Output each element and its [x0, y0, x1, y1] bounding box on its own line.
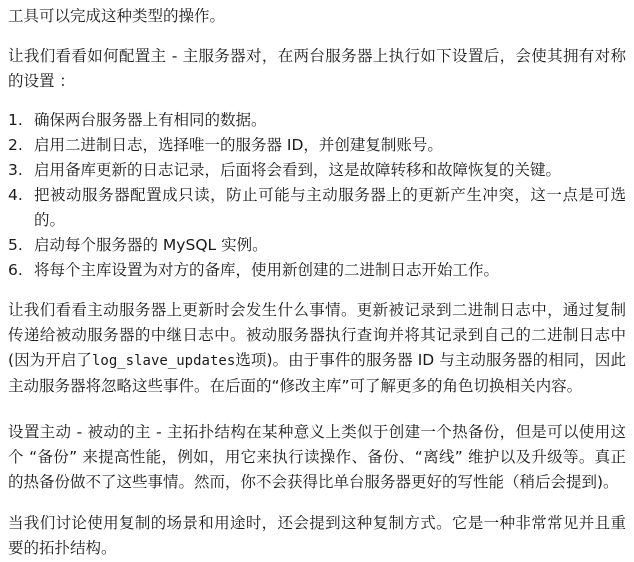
step-text: 启用二进制日志，选择唯一的服务器 ID，并创建复制账号。 — [34, 136, 443, 154]
setup-steps-list — [8, 108, 626, 283]
step-number: 2. — [8, 136, 23, 154]
topology-paragraph: 当我们讨论使用复制的场景和用途时，还会提到这种复制方式。它是一种非常常见并且重要的拓扑结构。 — [8, 514, 626, 557]
step-text: 确保两台服务器上有相同的数据。 — [34, 111, 267, 129]
step-number: 3. — [8, 161, 23, 179]
updates-paragraph — [8, 298, 626, 399]
code-log-slave-updates: log_slave_updates — [91, 353, 236, 369]
step-number: 4. — [8, 186, 23, 204]
step-text: 把被动服务器配置成只读，防止可能与主动服务器上的更新产生冲突，这一点是可选的。 — [34, 186, 626, 229]
list-item — [8, 258, 626, 283]
list-item — [8, 108, 626, 133]
step-number: 5. — [8, 236, 23, 254]
updates-text-before: 让我们看看主动服务器上更新时会发生什么事情。更新被记录到二进制日志中，通过复制传递给被动服务器的中继日志中。被动服务器执行查询并将其记录到自己的二进制日志中(因为开启了 — [8, 301, 626, 369]
backup-paragraph: 设置主动 - 被动的主 - 主拓扑结构在某种意义上类似于创建一个热备份，但是可以使用这个 “备份” 来提高性能，例如，用它来执行读操作、备份、“离线” 维护以及升级等。真正的热备份做不了这些事情。然而，你不会获得比单台服务器更好的写性能（稍后会提到)。 — [8, 423, 626, 491]
list-item — [8, 233, 626, 258]
list-item — [8, 133, 626, 158]
step-text: 将每个主库设置为对方的备库，使用新创建的二进制日志开始工作。 — [34, 261, 500, 279]
step-text: 启用备库更新的日志记录，后面将会看到，这是故障转移和故障恢复的关键。 — [34, 161, 562, 179]
list-item — [8, 158, 626, 183]
setup-intro-paragraph: 让我们看看如何配置主 - 主服务器对，在两台服务器上执行如下设置后，会使其拥有对称的设置 ： — [8, 47, 626, 90]
step-number: 1. — [8, 111, 23, 129]
updates-text-after: 选项)。由于事件的服务器 ID 与主动服务器的相同，因此主动服务器将忽略这些事件。在后面的“修改主库”可了解更多的角色切换相关内容。 — [8, 351, 626, 395]
intro-line: 工具可以完成这种类型的操作。 — [8, 7, 226, 25]
list-item — [8, 183, 626, 233]
step-text: 启动每个服务器的 MySQL 实例。 — [34, 236, 268, 254]
step-number: 6. — [8, 261, 23, 279]
